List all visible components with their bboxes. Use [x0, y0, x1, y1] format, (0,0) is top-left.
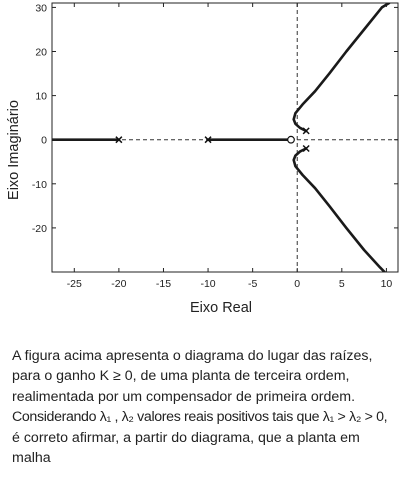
question-text — [12, 346, 404, 468]
x-tick-label: 5 — [338, 278, 345, 290]
axis-ticks — [32, 2, 398, 290]
y-tick-label: -20 — [31, 222, 47, 235]
x-tick-label: -25 — [66, 278, 82, 290]
x-tick-label: -20 — [111, 278, 127, 290]
question-line: é correto afirmar, a partir do diagrama, que a planta em — [12, 429, 360, 446]
y-tick-label: -10 — [31, 178, 47, 191]
x-tick-label: -5 — [247, 278, 258, 290]
plot-frame — [52, 3, 398, 272]
x-tick-label: -10 — [200, 278, 216, 290]
y-tick-label: 10 — [35, 90, 47, 103]
x-tick-label: -15 — [155, 278, 172, 290]
locus-branch-4 — [294, 149, 385, 273]
locus-branches — [52, 3, 389, 272]
locus-branch-3 — [294, 3, 389, 131]
question-line: malha — [12, 450, 51, 467]
x-tick-label: 10 — [380, 278, 393, 290]
question-line: A figura acima apresenta o diagrama do lugar das raízes, — [12, 348, 373, 364]
question-line: para o ganho K ≥ 0, de uma planta de terceira ordem, — [12, 368, 350, 385]
x-axis-label: Eixo Real — [189, 300, 253, 316]
y-tick-label: 30 — [35, 2, 47, 15]
zero-marker-1 — [288, 136, 295, 143]
plot-border — [52, 3, 398, 272]
question-line: realimentada por um compensador de primeira ordem. — [12, 388, 356, 405]
reference-lines — [52, 3, 398, 272]
x-tick-label: 0 — [294, 278, 301, 290]
question-line: Considerando λ₁ , λ₂ valores reais positivos tais que λ₁ > λ₂ > 0, — [12, 409, 388, 426]
y-axis-label: Eixo Imaginário — [6, 100, 22, 200]
y-tick-label: 20 — [35, 46, 47, 59]
y-tick-label: 0 — [41, 134, 47, 147]
